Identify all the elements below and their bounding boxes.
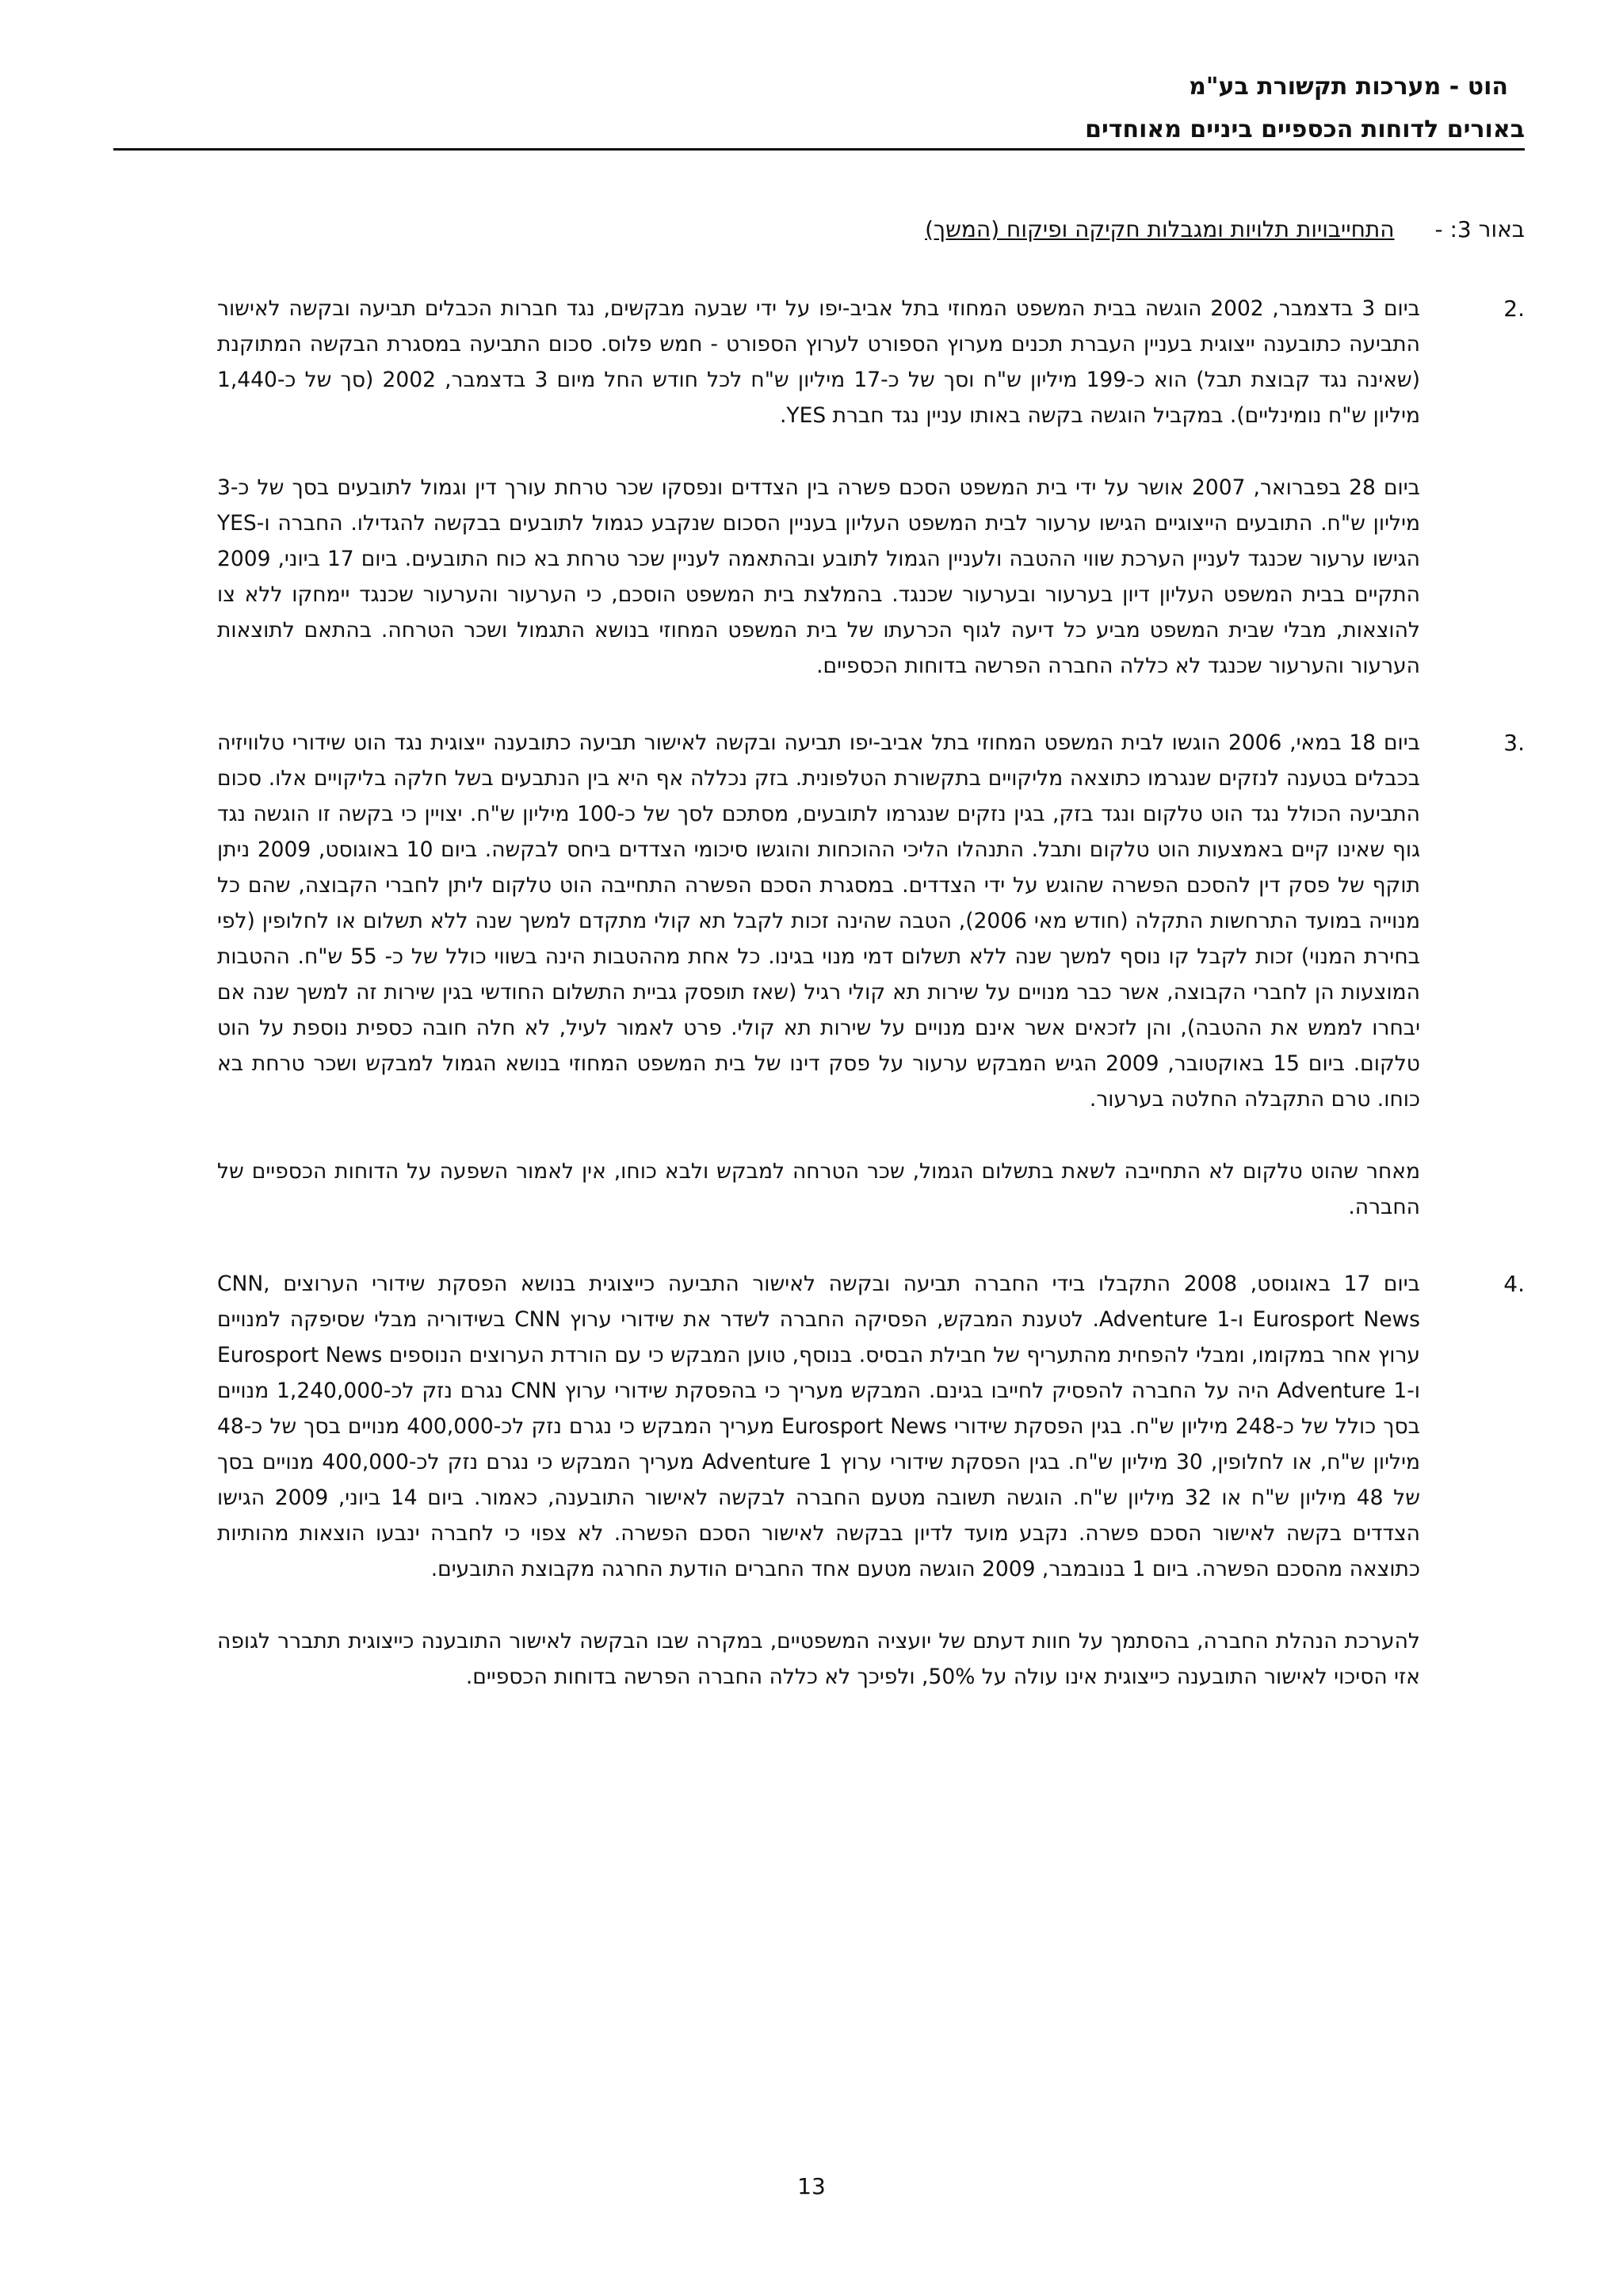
item-paragraph: ביום 17 באוגוסט, 2008 התקבלו בידי החברה תביעה ובקשה לאישור התביעה כייצוגית בנושא הפסקת שידורי הערוצים CNN, Eurosport News ו-Adventure 1. לטענת המבקש, הפסיקה החברה לשדר את שידורי ערוץ CNN בשידוריה מבלי שסיפקה למנויים ערוץ אחר במקומו, ומבלי להפחית מהתעריף של חבילת הבסיס. בנוסף, טוען המבקש כי עם הורדת הערוצים הנוספים Eurosport News ו-Adventure 1 היה על החברה להפסיק לחייבו בגינם. המבקש מעריך כי בהפסקת שידורי ערוץ CNN נגרם נזק לכ-1,240,000 מנויים בסך כולל של כ-248 מיליון ש"ח. בגין הפסקת שידורי Eurosport News מעריך המבקש כי נגרם נזק לכ-400,000 מנויים בסך של כ-48 מיליון ש"ח, או לחלופין, 30 מיליון ש"ח. בגין הפסקת שידורי ערוץ Adventure 1 מעריך המבקש כי נגרם נזק לכ-400,000 מנויים בסך של 48 מיליון ש"ח או 32 מיליון ש"ח. הוגשה תשובה מטעם החברה לבקשה לאישור התובענה, כאמור. ביום 14 ביוני, 2009 הגישו הצדדים בקשה לאישור הסכם פשרה. נקבע מועד לדיון בבקשה לאישור הסכם הפשרה. לא צפוי כי לחברה ינבעו הוצאות מהותיות כתוצאה מהסכם הפשרה. ביום 1 בנובמבר, 2009 הוגשה מטעם אחד החברים הודעת החרגה מקבוצת התובעים. [217, 1271, 1420, 1581]
note-body [98, 269, 1525, 1736]
note-item-3 [98, 725, 1525, 1225]
item-paragraph: ביום 28 בפברואר, 2007 אושר על ידי בית המשפט הסכם פשרה בין הצדדים ונפסקו שכר טרחת עורך דין וגמול לתובעים בסך של כ-3 מיליון ש"ח. התובעים הייצוגיים הגישו ערעור לבית המשפט העליון בעניין הסכום שנקבע כגמול לתובעים בבקשה להגדילו. החברה ו-YES הגישו ערעור שכנגד לעניין הערכת שווי ההטבה ולעניין הגמול לתובע ובהתאמה לעניין שכר טרחת בא כוח התובעים. ביום 17 ביוני, 2009 התקיים בבית המשפט העליון דיון בערעור ובערעור שכנגד. בהמלצת בית המשפט הוסכם, כי הערעור והערעור שכנגד יימחקו ללא צו להוצאות, מבלי שבית המשפט מביע כל דיעה לגוף הכרעתו של בית המשפט המחוזי בנושא התגמול ושכר הטרחה. בהתאם לתוצאות הערעור והערעור שכנגד לא כללה החברה הפרשה בדוחות הכספיים. [217, 475, 1420, 678]
item-paragraph: מאחר שהוט טלקום לא התחייבה לשאת בתשלום הגמול, שכר הטרחה למבקש ולבא כוחו, אין לאמור השפעה על הדוחות הכספיים של החברה. [217, 1158, 1420, 1219]
note-item-2 [98, 291, 1525, 684]
header-divider [113, 148, 1525, 151]
note-title: התחייבויות תלויות ומגבלות חקיקה ופיקוח (המשך) [925, 216, 1395, 242]
item-number: .3 [1503, 729, 1525, 756]
document-title: באורים לדוחות הכספיים ביניים מאוחדים [1085, 116, 1525, 143]
note-item-4 [98, 1266, 1525, 1695]
page-number: 13 [797, 2173, 826, 2199]
item-paragraph: ביום 18 במאי, 2006 הוגשו לבית המשפט המחוזי בתל אביב-יפו תביעה ובקשה לאישור תביעה כתובענה ייצוגית נגד הוט שידורי טלוויזיה בכבלים בטענה לנזקים שנגרמו כתוצאה מליקויים בתקשורת הטלפונית. בזק נכללה אף היא בין הנתבעים בשל חלקה בליקויים אלו. סכום התביעה הכולל נגד הוט טלקום ונגד בזק, בגין נזקים שנגרמו לתובעים, מסתכם לסך של כ-100 מיליון ש"ח. יצויין כי בקשה זו הוגשה נגד גוף שאינו קיים באמצעות הוט טלקום ותבל. התנהלו הליכי ההוכחות והוגשו סיכומי הצדדים ביחס לבקשה. ביום 10 באוגוסט, 2009 ניתן תוקף של פסק דין להסכם הפשרה שהוגש על ידי הצדדים. במסגרת הסכם הפשרה התחייבה הוט טלקום ליתן לחברי הקבוצה, שהם כל מנוייה במועד התרחשות התקלה (חודש מאי 2006), הטבה שהינה זכות לקבל תא קולי מתקדם למשך שנה ללא תשלום או לחלופין (לפי בחירת המנוי) זכות לקבל קו נוסף למשך שנה ללא תשלום דמי מנוי בגינו. כל אחת מההטבות הינה בשווי כולל של כ- 55 ש"ח. ההטבות המוצעות הן לחברי הקבוצה, אשר כבר מנויים על שירות תא קולי רגיל (שאז תופסק גביית התשלום החודשי בגין שירות זה למשך שנה אם יבחרו לממש את ההטבה), והן לזכאים אשר אינם מנויים על שירות תא קולי. פרט לאמור לעיל, לא חלה חובה כספית נוספת על הוט טלקום. ביום 15 באוקטובר, 2009 הגיש המבקש ערעור על פסק דינו של בית המשפט המחוזי בנושא הגמול למבקש ושכר טרחת בא כוחו. טרם התקבלה החלטה בערעור. [217, 730, 1421, 1112]
note-heading [336, 216, 1525, 242]
item-paragraph: ביום 3 בדצמבר, 2002 הוגשה בבית המשפט המחוזי בתל אביב-יפו על ידי שבעה מבקשים, נגד חברות הכבלים תביעה ובקשה לאישור התביעה כתובענה ייצוגית בעניין העברת תכנים מערוץ הספורט לערוץ הספורט - חמש פלוס. סכום התביעה במסגרת הבקשה המתוקנת (שאינה נגד קבוצת תבל) הוא כ-199 מיליון ש"ח וסך של כ-17 מיליון ש"ח לכל חודש החל מיום 3 בדצמבר, 2002 (סך של כ-1,440 מיליון ש"ח נומינליים). במקביל הוגשה בקשה באותו עניין נגד חברת YES. [217, 296, 1421, 428]
item-number: .2 [1503, 295, 1525, 322]
note-label: באור 3: - [1434, 216, 1525, 242]
item-paragraph: להערכת הנהלת החברה, בהסתמך על חוות דעתם של יועציה המשפטיים, במקרה שבו הבקשה לאישור התובענה כייצוגית תתברר לגופה אזי הסיכוי לאישור התובענה כייצוגית אינו עולה על 50%, ולפיכך לא כללה החברה הפרשה בדוחות הכספיים. [217, 1628, 1420, 1689]
item-number: .4 [1503, 1270, 1525, 1297]
company-name: הוט - מערכות תקשורת בע"מ [1189, 73, 1508, 101]
